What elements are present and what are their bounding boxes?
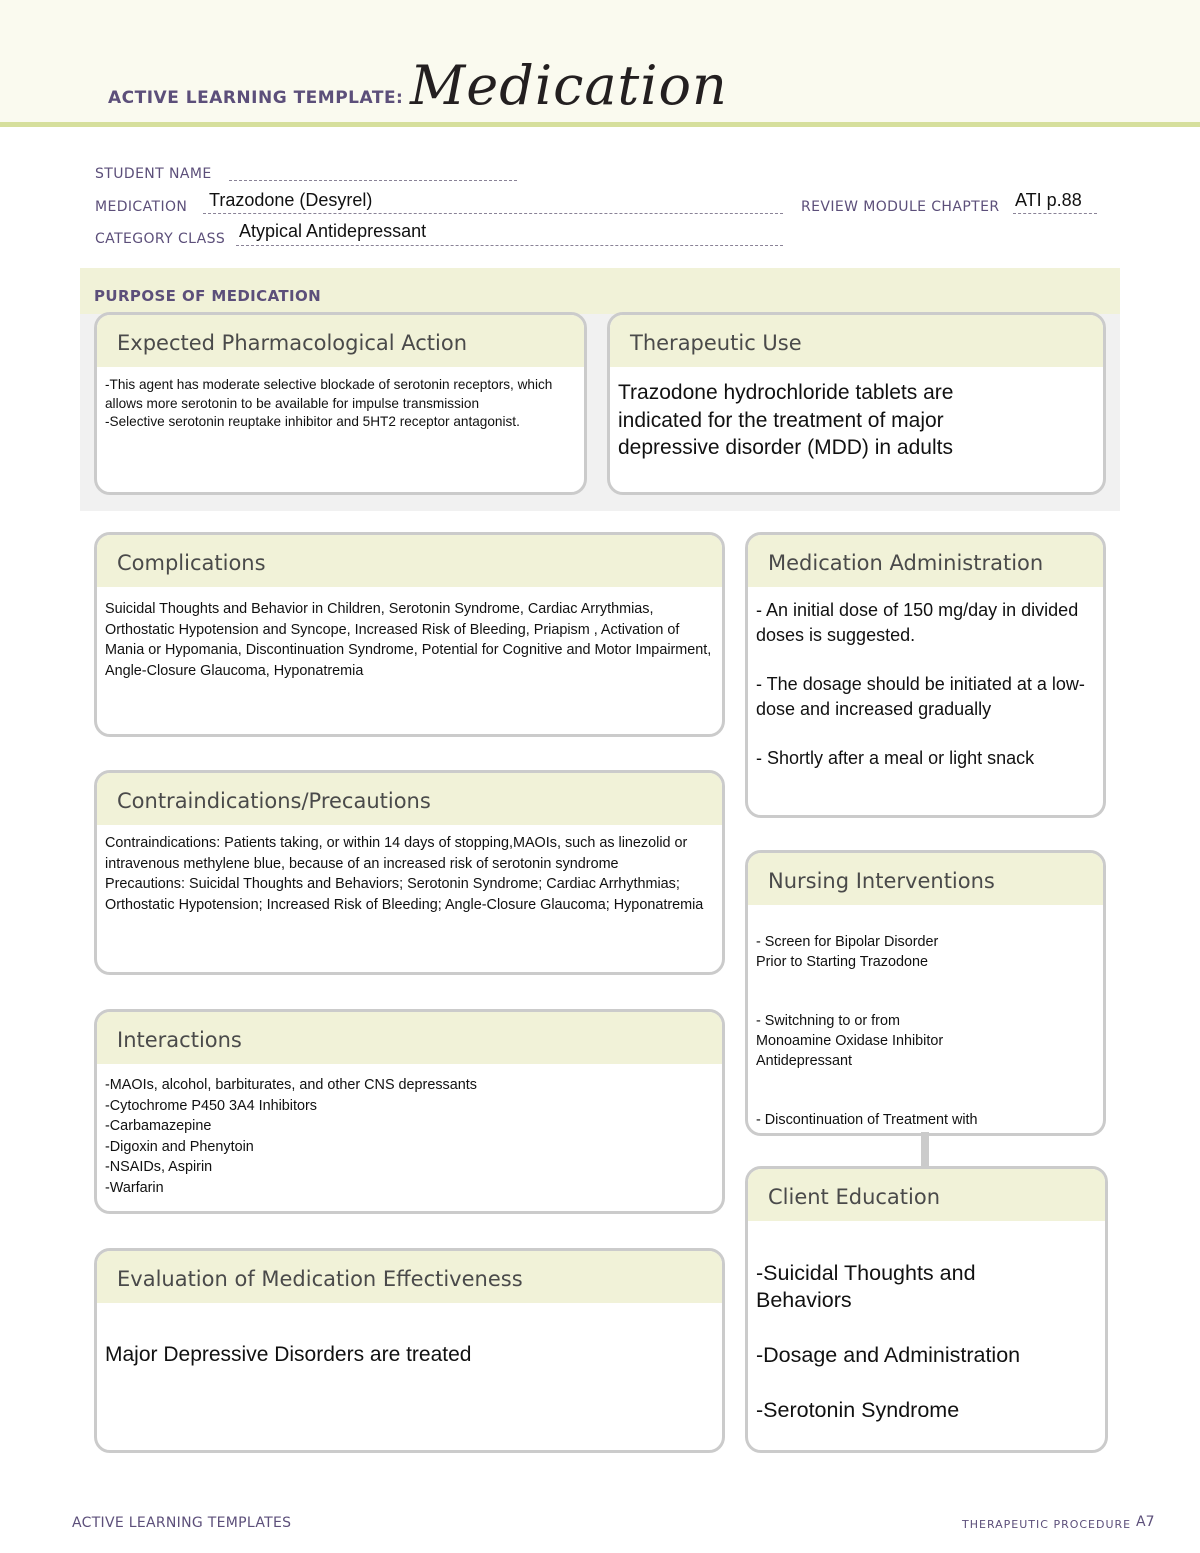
- evaluation-box: [94, 1248, 725, 1453]
- list-item: -Warfarin: [105, 1179, 164, 1196]
- administration-list: [748, 587, 1103, 771]
- list-item: -Cytochrome P450 3A4 Inhibitors: [105, 1097, 317, 1114]
- list-item: - Shortly after a meal or light snack: [756, 748, 1035, 768]
- client-education-title: Client Education: [748, 1169, 1105, 1221]
- header-rule: [0, 122, 1200, 127]
- complications-text: Suicidal Thoughts and Behavior in Children, Serotonin Syndrome, Cardiac Arrythmias, Orthostatic Hypotension and Syncope, Increased Risk of Bleeding, Priapism , Activation of Mania or Hypomania, Discontinuation Syndrome, Potential for Cognitive and Motor Impairment, Angle-Closure Glaucoma, Hyponatremia: [105, 601, 712, 679]
- medication-label: MEDICATION: [95, 199, 188, 215]
- administration-box: [745, 532, 1106, 818]
- interactions-title: Interactions: [97, 1012, 722, 1064]
- footer-right: THERAPEUTIC PROCEDURE: [962, 1518, 1132, 1531]
- therapeutic-use-title: Therapeutic Use: [610, 315, 1103, 367]
- medication-value: Trazodone (Desyrel): [209, 190, 373, 210]
- list-item: -Digoxin and Phenytoin: [105, 1138, 254, 1155]
- nursing-title: Nursing Interventions: [748, 853, 1103, 905]
- purpose-label: PURPOSE OF MEDICATION: [94, 287, 322, 305]
- therapeutic-use-box: [607, 312, 1106, 495]
- list-item: -NSAIDs, Aspirin: [105, 1159, 213, 1175]
- administration-title: Medication Administration: [748, 535, 1103, 587]
- expected-action-box: [94, 312, 587, 495]
- review-module-field[interactable]: [1013, 213, 1097, 214]
- list-item: -Suicidal Thoughts and Behaviors: [756, 1260, 976, 1312]
- category-class-field[interactable]: [236, 245, 783, 246]
- connector: [921, 1132, 929, 1168]
- interactions-box: [94, 1009, 725, 1214]
- list-item: - Discontinuation of Treatment with: [756, 1112, 978, 1128]
- expected-action-title: Expected Pharmacological Action: [97, 315, 584, 367]
- nursing-box: [745, 850, 1106, 1136]
- list-item: - Switchning to or from Monoamine Oxidase Inhibitor Antidepressant: [756, 1013, 944, 1069]
- category-class-label: CATEGORY CLASS: [95, 231, 226, 247]
- nursing-list: [748, 905, 1103, 1136]
- medication-field[interactable]: [203, 213, 783, 214]
- therapeutic-use-text: Trazodone hydrochloride tablets are indicated for the treatment of major depressive disorder (MDD) in adults: [618, 381, 954, 459]
- review-module-value: ATI p.88: [1015, 190, 1082, 210]
- list-item: [756, 1452, 1097, 1453]
- contraindications-box: [94, 770, 725, 975]
- list-item: -Dosage and Administration: [756, 1343, 1021, 1367]
- list-item: -Serotonin Syndrome: [756, 1398, 960, 1422]
- contraindications-title: Contraindications/Precautions: [97, 773, 722, 825]
- review-module-label: REVIEW MODULE CHAPTER: [801, 199, 1000, 215]
- complications-box: [94, 532, 725, 737]
- complications-title: Complications: [97, 535, 722, 587]
- evaluation-title: Evaluation of Medication Effectiveness: [97, 1251, 722, 1303]
- evaluation-text: Major Depressive Disorders are treated: [105, 1343, 472, 1366]
- client-education-box: [745, 1166, 1108, 1453]
- category-class-value: Atypical Antidepressant: [239, 221, 427, 241]
- page-number: A7: [1136, 1514, 1155, 1530]
- list-item: - Screen for Bipolar Disorder Prior to Starting Trazodone: [756, 934, 939, 970]
- template-title: Medication: [410, 54, 728, 117]
- template-label: ACTIVE LEARNING TEMPLATE:: [108, 88, 404, 108]
- footer-left: ACTIVE LEARNING TEMPLATES: [72, 1515, 292, 1531]
- list-item: -MAOIs, alcohol, barbiturates, and other CNS depressants: [105, 1077, 477, 1093]
- expected-action-text: -This agent has moderate selective blockade of serotonin receptors, which allows more serotonin to be available for impulse transmission -Selective serotonin reuptake inhibitor and 5HT2 receptor antagonist.: [105, 377, 553, 429]
- interactions-list: [97, 1064, 722, 1198]
- client-education-list: [748, 1221, 1105, 1453]
- student-name-field[interactable]: [229, 180, 517, 181]
- student-name-label: STUDENT NAME: [95, 166, 212, 182]
- list-item: - The dosage should be initiated at a low-dose and increased gradually: [756, 674, 1085, 719]
- contraindications-text: Contraindications: Patients taking, or within 14 days of stopping,MAOIs, such as linezolid or intravenous methylene blue, because of an increased risk of serotonin syndrome Precautions: Suicidal Thoughts and Behaviors; Serotonin Syndrome; Cardiac Arrhythmias; Orthostatic Hypotension; Increased Risk of Bleeding; Angle-Closure Glaucoma; Hyponatremia: [105, 835, 704, 913]
- list-item: - An initial dose of 150 mg/day in divided doses is suggested.: [756, 600, 1079, 645]
- list-item: -Carbamazepine: [105, 1118, 212, 1134]
